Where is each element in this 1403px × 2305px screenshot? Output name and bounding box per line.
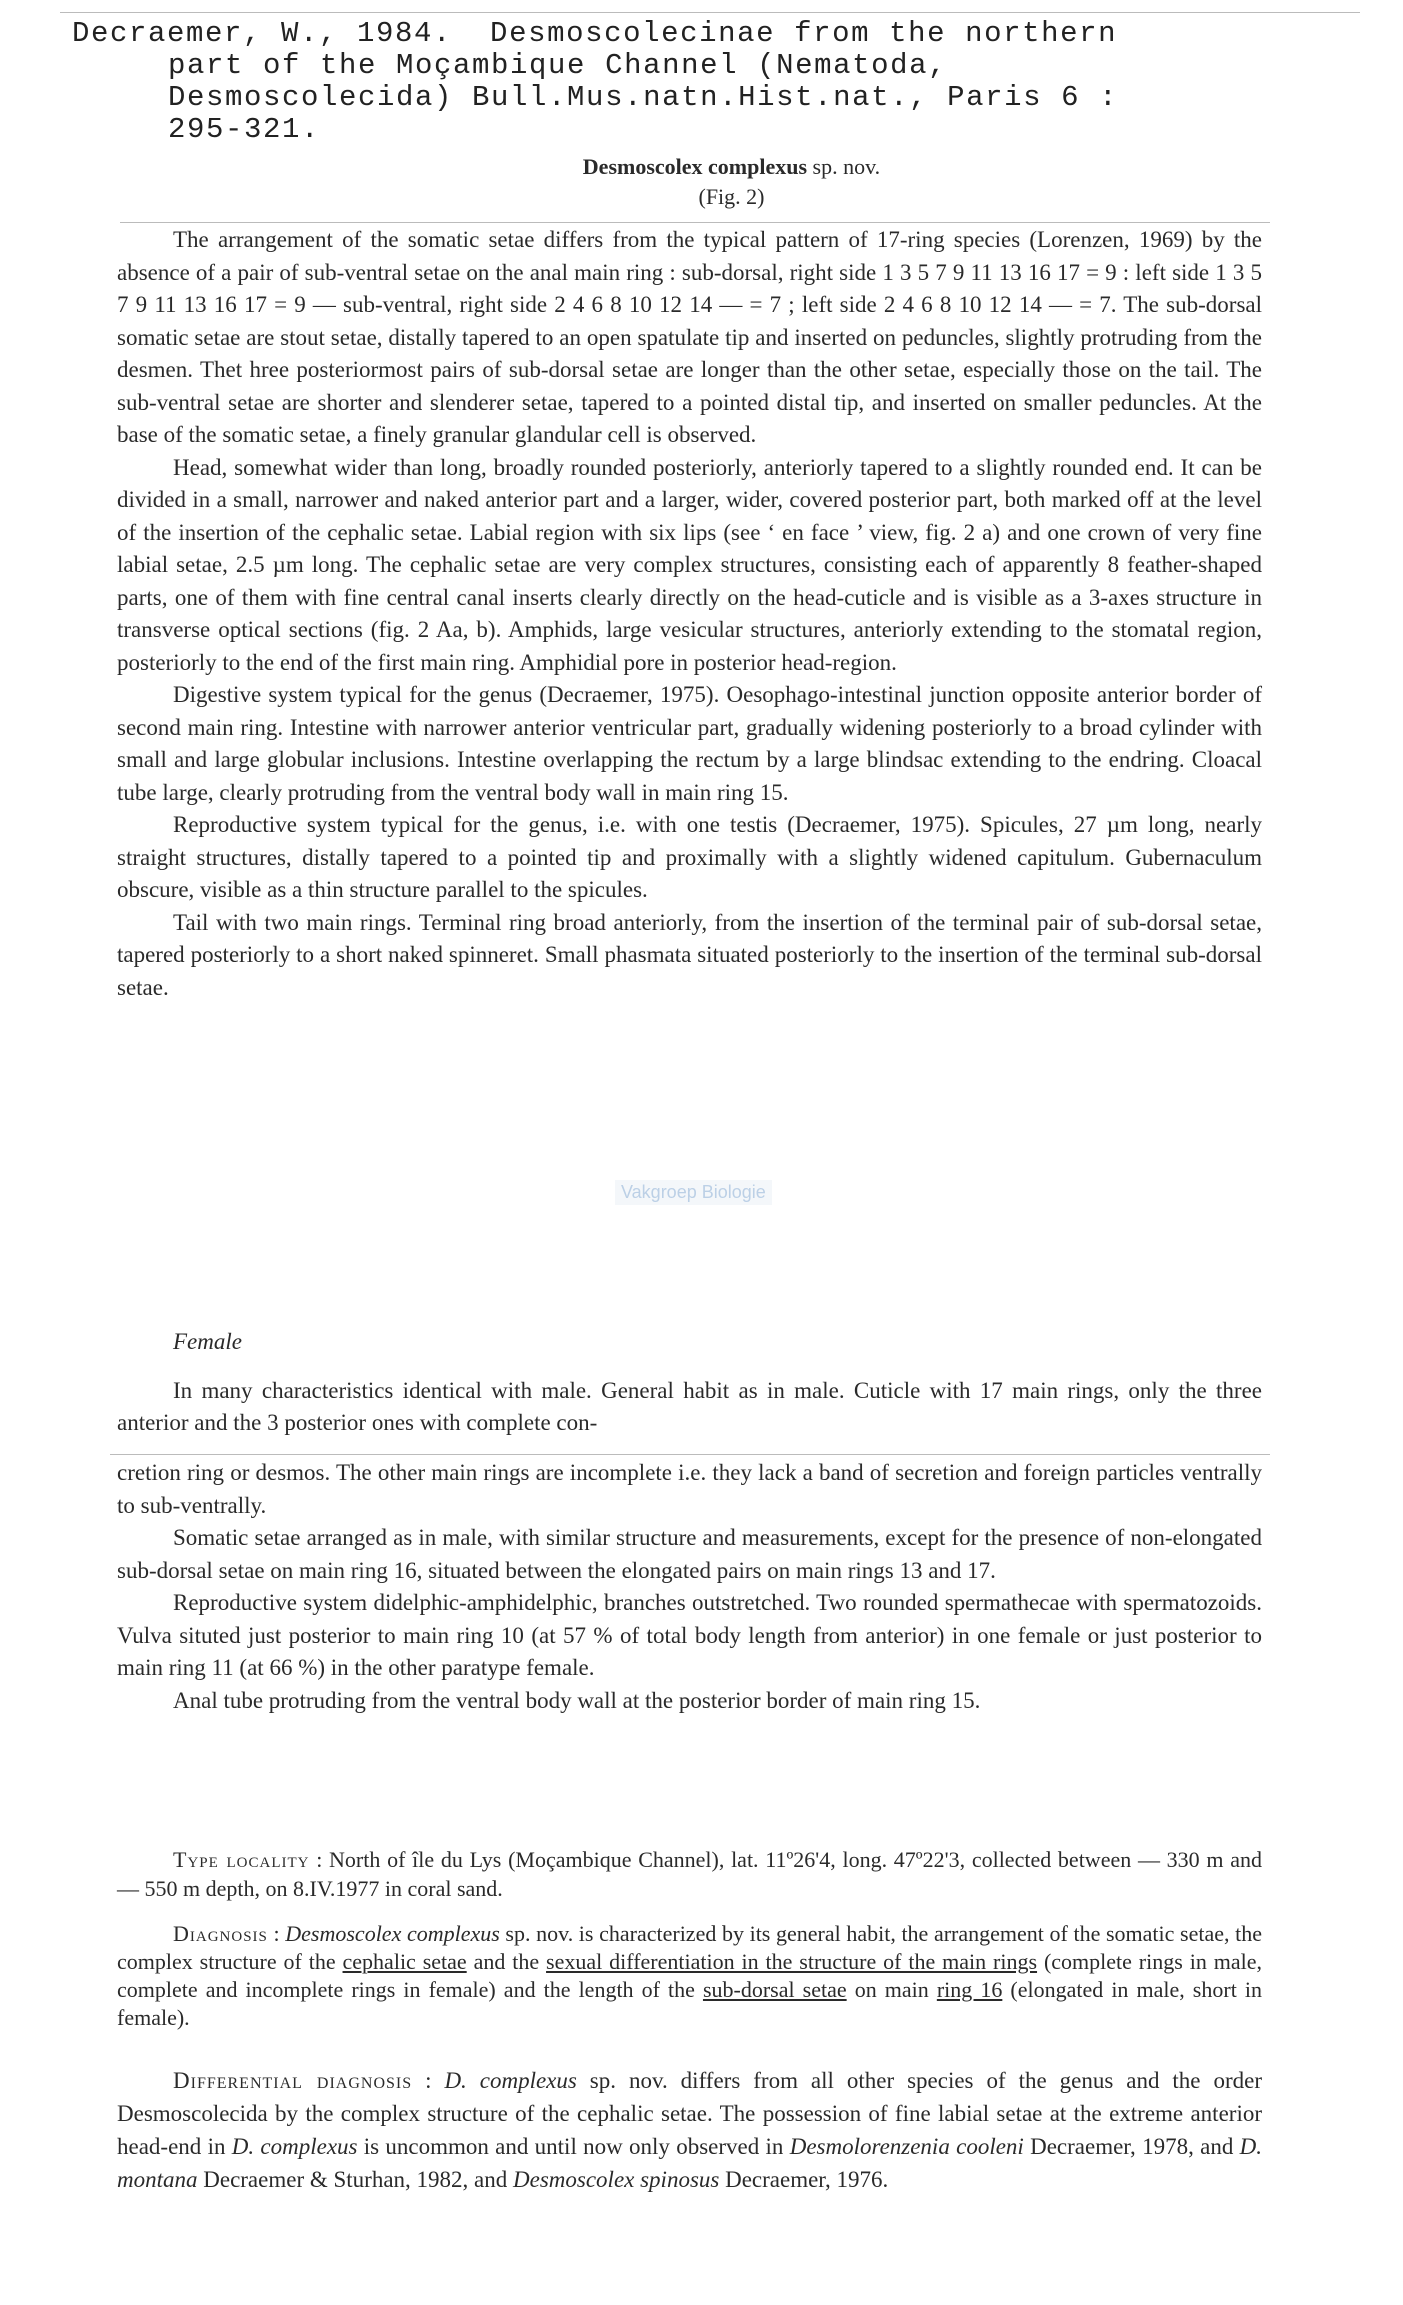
page-join-line bbox=[110, 1454, 1270, 1455]
text: Decraemer, 1978, and bbox=[1023, 2134, 1240, 2159]
female-section bbox=[117, 1326, 1262, 1440]
paragraph: Reproductive system typical for the genus, i.e. with one testis (Decraemer, 1975). Spicules, 27 µm long, nearly straight structures, distally tapered to a pointed tip and proximally with a slightly widened capitulum. Gubernaculum obscure, visible as a thin structure parallel to the spicules. bbox=[117, 812, 1262, 902]
separator: : bbox=[412, 2068, 445, 2093]
differential-label: Differential diagnosis bbox=[173, 2068, 413, 2093]
reference-line: part of the Moçambique Channel (Nematoda, bbox=[168, 49, 948, 82]
differential-diagnosis bbox=[117, 2064, 1262, 2196]
paragraph: Anal tube protruding from the ventral body wall at the posterior border of main ring 15. bbox=[173, 1687, 981, 1713]
library-watermark: Vakgroep Biologie bbox=[615, 1180, 772, 1205]
text: (complete rings in male, complete and incomplete rings in female) and the length of the bbox=[117, 1949, 1262, 2002]
species-name: Desmolorenzenia cooleni bbox=[789, 2134, 1024, 2159]
handwritten-reference bbox=[72, 18, 1118, 146]
text: on main bbox=[846, 1977, 937, 2002]
text: (elongated in male, short in female). bbox=[117, 1977, 1262, 2030]
paragraph: Reproductive system didelphic-amphidelphic, branches outstretched. Two rounded spermathecae with spermatozoids. Vulva situted just posterior to main ring 10 (at 57 % of total body length from anterior) in one female or just posterior to main ring 11 (at 66 %) in the other paratype female. bbox=[117, 1590, 1262, 1680]
diagnosis-label: Diagnosis bbox=[173, 1921, 268, 1946]
underlined-text: sexual differentiation in the structure of the main rings bbox=[546, 1949, 1038, 1974]
species-name: Desmoscolex complexus bbox=[582, 154, 808, 179]
reference-line: Desmoscolecida) Bull.Mus.natn.Hist.nat., Paris 6 : bbox=[168, 81, 1119, 114]
text: and the bbox=[466, 1949, 547, 1974]
text: sp. nov. differs from all other species of the genus and the order Desmoscolecida by the complex structure of the cephalic setae. The possession of fine labial setae at the extreme anterior head-end in bbox=[117, 2068, 1262, 2159]
text: is uncommon and until now only observed in bbox=[357, 2134, 790, 2159]
underlined-text: cephalic setae bbox=[342, 1949, 467, 1974]
underlined-text: ring 16 bbox=[936, 1977, 1003, 2002]
scan-edge-line bbox=[120, 222, 1270, 223]
underlined-text: sub-dorsal setae bbox=[702, 1977, 847, 2002]
species-name: D. complexus bbox=[444, 2068, 577, 2093]
paragraph: Tail with two main rings. Terminal ring broad anteriorly, from the insertion of the terminal pair of sub-dorsal setae, tapered posteriorly to a short naked spinneret. Small phasmata situated posteriorly to the insertion of the terminal sub-dorsal setae. bbox=[117, 909, 1262, 1000]
text: Decraemer & Sturhan, 1982, and bbox=[197, 2167, 514, 2192]
paragraph: Head, somewhat wider than long, broadly rounded posteriorly, anteriorly tapered to a slightly rounded end. It can be divided in a small, narrower and naked anterior part and a larger, wider, covered posterior part, both marked off at the level of the insertion of the cephalic setae. Labial region with six lips (see ‘ en face ’ view, fig. 2 a) and one crown of very fine labial setae, 2.5 µm long. The cephalic setae are very complex structures, consisting each of apparently 8 feather-shaped parts, one of them with fine central canal inserts clearly directly on the head-cuticle and is visible as a 3-axes structure in transverse optical sections (fig. 2 Aa, b). Amphids, large vesicular structures, anteriorly extending to the stomatal region, posteriorly to the end of the first main ring. Amphidial pore in posterior head-region. bbox=[117, 454, 1262, 675]
male-description bbox=[117, 224, 1262, 1004]
species-name: Desmoscolex spinosus bbox=[513, 2167, 720, 2192]
paragraph: The arrangement of the somatic setae differs from the typical pattern of 17-ring species (Lorenzen, 1969) by the absence of a pair of sub-ventral setae on the anal main ring : sub-dorsal, right side 1 3 5 7 9 11 13 16 17 = 9 : left side 1 3 5 7 9 11 13 16 17 = 9 — sub-ventral, right side 2 4 6 8 10 12 14 — = 7 ; left side 2 4 6 8 10 12 14 — = 7. The sub-dorsal somatic setae are stout setae, distally tapered to an open spatulate tip and inserted on peduncles, slightly protruding from the desmen. Thet hree posteriormost pairs of sub-dorsal setae are longer than the other setae, especially those on the tail. The sub-ventral setae are shorter and slenderer setae, tapered to a pointed distal tip, and inserted on smaller peduncles. At the base of the somatic setae, a finely granular glandular cell is observed. bbox=[117, 227, 1262, 447]
species-name: D. complexus bbox=[231, 2134, 358, 2159]
female-continued bbox=[117, 1457, 1262, 1717]
species-heading bbox=[0, 152, 1403, 212]
species-suffix: sp. nov. bbox=[812, 154, 881, 179]
separator: : bbox=[267, 1921, 286, 1946]
paragraph: cretion ring or desmos. The other main rings are incomplete i.e. they lack a band of secretion and foreign particles ventrally to sub-ventrally. bbox=[117, 1460, 1262, 1518]
text: Decraemer, 1976. bbox=[719, 2167, 889, 2192]
type-locality bbox=[117, 1845, 1262, 1903]
paragraph: Somatic setae arranged as in male, with similar structure and measurements, except for the presence of non-elongated sub-dorsal setae on main ring 16, situated between the elongated pairs on main rings 13 and 17. bbox=[117, 1525, 1262, 1583]
type-locality-text: : North of île du Lys (Moçambique Channel), lat. 11º26'4, long. 47º22'3, collected between — 330 m and — 550 m depth, on 8.IV.1977 in coral sand. bbox=[117, 1847, 1262, 1901]
species-name: Desmoscolex complexus bbox=[285, 1921, 500, 1946]
species-name: D. montana bbox=[117, 2134, 1262, 2192]
reference-line: Decraemer, W., 1984. Desmoscolecinae from the northern bbox=[72, 17, 1118, 50]
type-locality-label: Type locality bbox=[173, 1847, 310, 1872]
text: sp. nov. is characterized by its general habit, the arrangement of the somatic setae, the complex structure of the bbox=[117, 1921, 1262, 1974]
diagnosis bbox=[117, 1920, 1262, 2032]
reference-line: 295-321. bbox=[168, 113, 321, 146]
scan-edge-line bbox=[60, 12, 1360, 13]
female-heading: Female bbox=[173, 1329, 242, 1354]
paragraph: In many characteristics identical with male. General habit as in male. Cuticle with 17 main rings, only the three anterior and the 3 posterior ones with complete con- bbox=[117, 1377, 1262, 1435]
paragraph: Digestive system typical for the genus (Decraemer, 1975). Oesophago-intestinal junction opposite anterior border of second main ring. Intestine with narrower anterior ventricular part, gradually widening posteriorly to a broad cylinder with small and large globular inclusions. Intestine overlapping the rectum by a large blindsac extending to the endring. Cloacal tube large, clearly protruding from the ventral body wall in main ring 15. bbox=[117, 682, 1262, 805]
figure-ref: (Fig. 2) bbox=[698, 184, 765, 209]
